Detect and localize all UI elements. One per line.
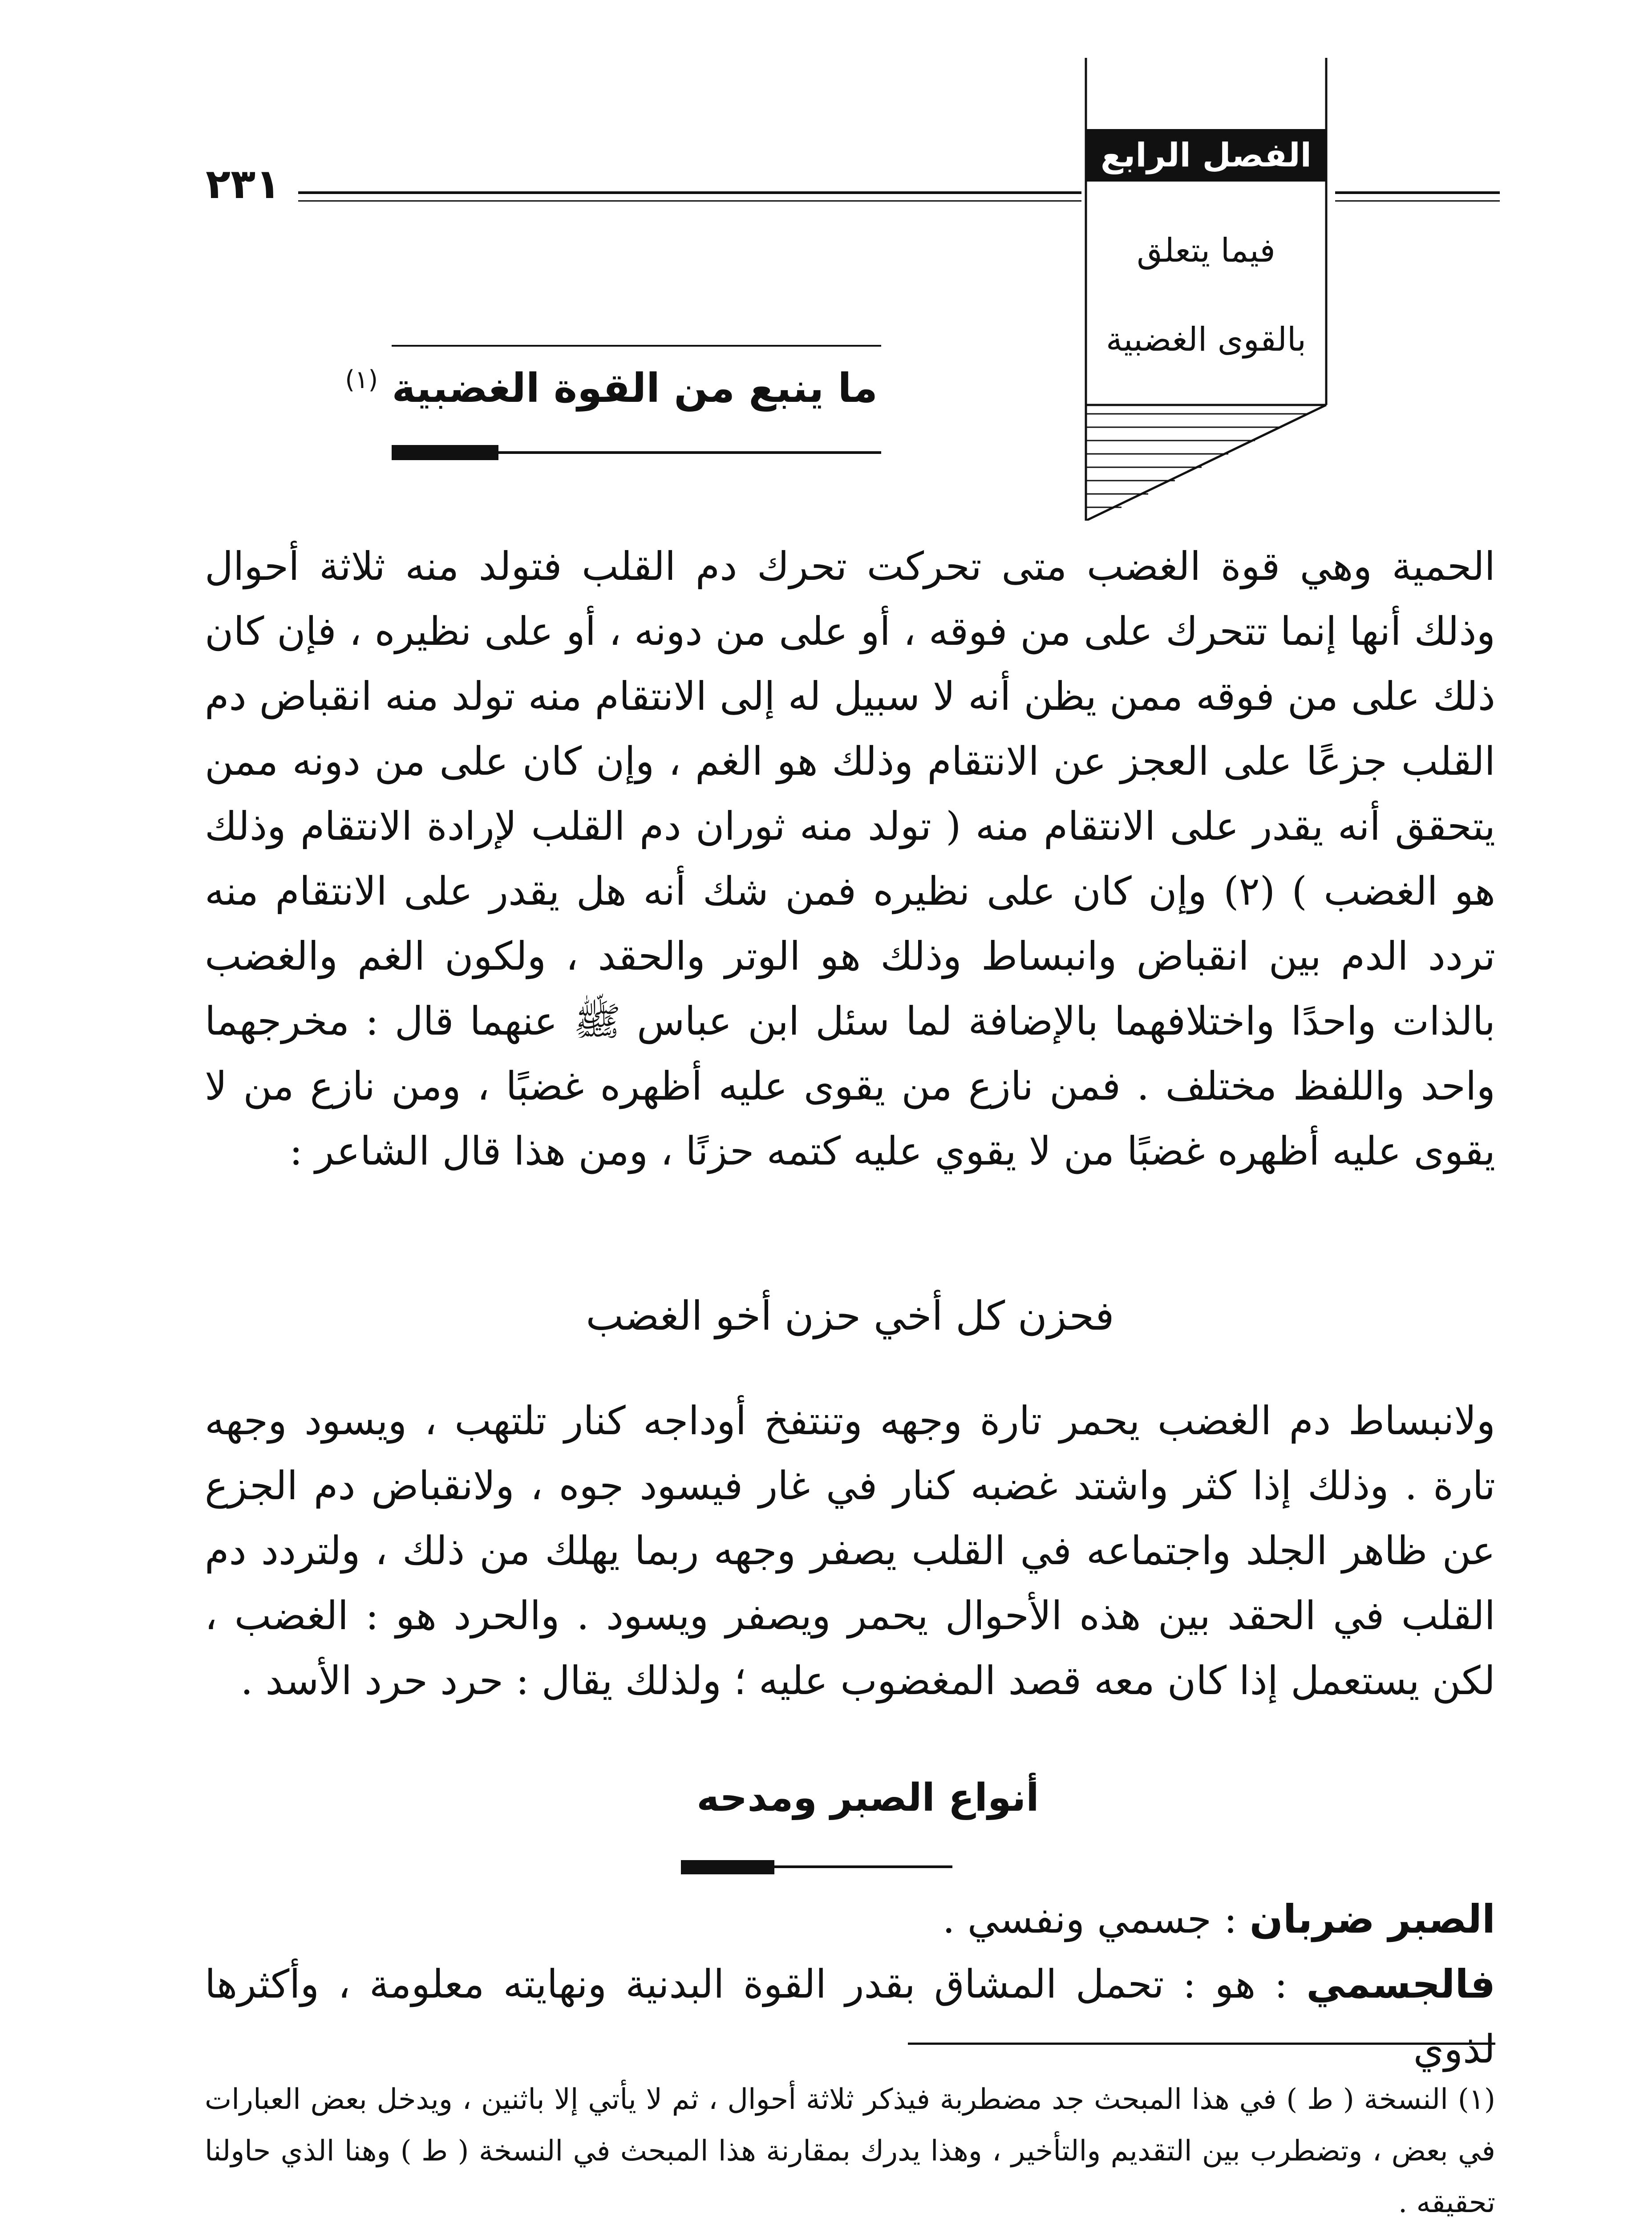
section-heading-rule bbox=[392, 345, 881, 347]
heading2-underline-bar bbox=[681, 1860, 774, 1874]
heading-underline-bar bbox=[392, 445, 498, 460]
body-paragraph-2: ولانبساط دم الغضب يحمر تارة وجهه وتنتفخ أوداجه كنار تلتهب ، ويسود وجهه تارة . وذلك إذا كثر واشتد غضبه كنار في غار فيسود جوه ، ولانقباض دم الجزع عن ظاهر الجلد واجتماعه في القلب يصفر وجهه ربما يهلك من ذلك ، ولتردد دم القلب في الحقد بين هذه الأحوال يحمر ويصفر ويسود . والحرد هو : الغضب ، لكن يستعمل إذا كان معه قصد المغضوب عليه ؛ ولذلك يقال : حرد حرد الأسد . bbox=[205, 1398, 1495, 1703]
physical-patience-line bbox=[205, 1952, 1495, 2082]
section-heading-text: ما ينبع من القوة الغضبية bbox=[392, 365, 878, 412]
header-rule bbox=[298, 191, 1081, 194]
physical-patience-rest: : هو : تحمل المشاق بقدر القوة البدنية ونهايته معلومة ، وأكثرها لذوي bbox=[205, 1961, 1495, 2072]
footnote-ref-1: (١) bbox=[345, 365, 378, 394]
physical-patience-lead: فالجسمي bbox=[1306, 1961, 1495, 2007]
body-paragraph-3 bbox=[205, 1887, 1495, 2082]
chapter-box-frame bbox=[1077, 58, 1335, 521]
footnote-separator bbox=[908, 2043, 1495, 2045]
section-heading-2: أنواع الصبر ومدحه bbox=[696, 1776, 1039, 1820]
patience-types-lead: الصبر ضربان bbox=[1249, 1896, 1495, 1942]
page-number: ٢٣١ bbox=[206, 160, 281, 208]
header-rule-right-thin bbox=[1335, 200, 1500, 202]
body-paragraph-1: الحمية وهي قوة الغضب متى تحركت تحرك دم القلب فتولد منه ثلاثة أحوال وذلك أنها إنما تتحرك على من فوقه ، أو على من دونه ، أو على نظيره ، فإن كان ذلك على من فوقه ممن يظن أنه لا سبيل له إلى الانتقام منه تولد منه انقباض دم القلب جزعًا على العجز عن الانتقام وذلك هو الغم ، وإن كان على من دونه ممن يتحقق أنه يقدر على الانتقام منه ( تولد منه ثوران دم القلب لإرادة الانتقام وذلك هو الغضب ) (٢) وإن كان على نظيره فمن شك أنه هل يقدر على الانتقام منه تردد الدم بين انقباض وانبساط وذلك هو الوتر والحقد ، ولكون الغم والغضب بالذات واحدًا واختلافهما بالإضافة لما سئل ابن عباس ﷺ عنهما قال : مخرجهما واحد واللفظ مختلف . فمن نازع من يقوى عليه أظهره غضبًا ، ومن نازع من لا يقوى عليه أظهره غضبًا من لا يقوي عليه كتمه حزنًا ، ومن هذا قال الشاعر : bbox=[205, 543, 1496, 1174]
chapter-subtitle-line1: فيما يتعلق bbox=[1137, 231, 1275, 270]
patience-types-line bbox=[205, 1887, 1495, 1952]
heading2-underline-thin bbox=[774, 1865, 952, 1868]
poem-verse: فحزن كل أخي حزن أخو الغضب bbox=[586, 1293, 1114, 1339]
header-rule-thin bbox=[298, 200, 1081, 202]
footnote-1: (١) النسخة ( ط ) في هذا المبحث جد مضطربة فيذكر ثلاثة أحوال ، ثم لا يأتي إلا باثنين ، ويدخل بعض العبارات في بعض ، وتضطرب بين التقديم والتأخير ، وهذا يدرك بمقارنة هذا المبحث في النسخة ( ط ) وهنا الذي حاولنا تحقيقه . bbox=[205, 2083, 1496, 2219]
patience-types-rest: : جسمي ونفسي . bbox=[942, 1896, 1250, 1942]
header-rule-right bbox=[1335, 191, 1500, 194]
heading-underline-thin bbox=[498, 451, 881, 454]
chapter-subtitle-line2: بالقوى الغضبية bbox=[1105, 320, 1307, 359]
chapter-title: الفصل الرابع bbox=[1086, 129, 1326, 182]
section-heading bbox=[345, 365, 878, 412]
